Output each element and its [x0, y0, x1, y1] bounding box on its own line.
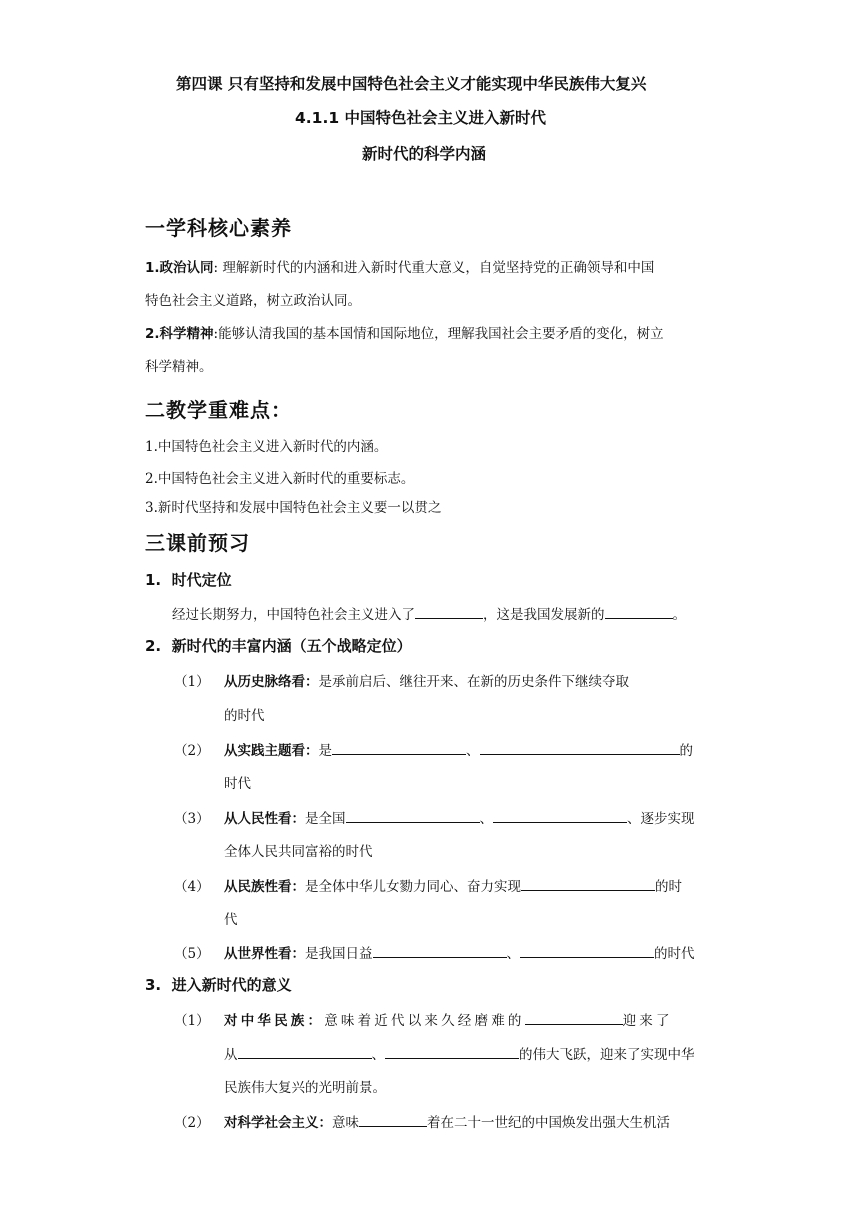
q1-text-a: 经过长期努力，中国特色社会主义进入了: [172, 607, 415, 623]
q2-item-4-label: 从民族性看：: [224, 879, 305, 895]
q2-item-3-line1: [224, 807, 695, 827]
q2-item-2-text-b: 、: [466, 743, 480, 759]
q2-item-5-text-a: 是我国日益: [305, 946, 373, 962]
q2-item-4-number: （4）: [174, 879, 210, 895]
q2-item-2-text-a: 是: [318, 743, 332, 759]
q3-item-1-blank-2[interactable]: [238, 1045, 372, 1059]
section2-heading: 二教学重难点：: [145, 398, 292, 422]
q2-item-3-number: （3）: [174, 811, 210, 827]
literacy-item-1-label: 1.政治认同: [145, 260, 214, 276]
q2-item-3-blank-1[interactable]: [346, 809, 480, 823]
q2-item-3-line2: 全体人民共同富裕的时代: [224, 844, 373, 860]
q1-blank-2[interactable]: [605, 605, 673, 619]
q3-item-1-label: 对中华民族：: [224, 1013, 325, 1029]
q2-item-3-text-a: 是全国: [305, 811, 346, 827]
q2-item-5-blank-2[interactable]: [520, 944, 654, 958]
key-point-3: 3.新时代坚持和发展中国特色社会主义要一以贯之: [145, 500, 442, 516]
literacy-item-1-line1: [145, 256, 654, 276]
q2-item-3-text-b: 、: [479, 811, 493, 827]
section3-heading: 三课前预习: [145, 531, 250, 555]
q3-item-2-text-a: 意味: [332, 1115, 359, 1131]
q2-number: 2.: [145, 637, 162, 655]
q2-item-1-number: （1）: [174, 674, 210, 690]
section1-heading: 一学科核心素养: [145, 216, 292, 240]
q2-item-5-text-c: 的时代: [654, 946, 695, 962]
q2-item-5-blank-1[interactable]: [373, 944, 507, 958]
q2-item-2-line1: [224, 739, 693, 759]
q2-item-4-text-b: 的时: [655, 879, 682, 895]
literacy-item-2-line2: 科学精神。: [145, 359, 213, 375]
q3-item-1-text-a: 意味着近代以来久经磨难的: [324, 1013, 525, 1029]
q3-number: 3.: [145, 976, 162, 994]
q2-item-1-text: 是承前启后、继往开来、在新的历史条件下继续夺取: [318, 674, 629, 690]
q3-item-1-text-d: 、: [371, 1047, 385, 1063]
q3-item-2-blank-1[interactable]: [359, 1113, 427, 1127]
q2-item-1-line1: [224, 670, 629, 690]
q1-fill-line: [172, 603, 686, 623]
q3-item-1-text-c: 从: [224, 1047, 238, 1063]
q2-item-1-line2: 的时代: [224, 708, 265, 724]
q3-item-1-text-b: 迎来了: [622, 1013, 673, 1029]
literacy-item-2-line1: [145, 322, 664, 342]
q3-item-1-text-e: 的伟大飞跃，迎来了实现中华: [519, 1047, 695, 1063]
q3-item-1-line1: [224, 1009, 673, 1029]
q3-heading: [145, 974, 292, 995]
q2-item-4-text-a: 是全体中华儿女勠力同心、奋力实现: [305, 879, 521, 895]
q2-item-4-line2: 代: [224, 912, 238, 928]
q3-item-1-line3: 民族伟大复兴的光明前景。: [224, 1080, 386, 1096]
q3-item-2-label: 对科学社会主义：: [224, 1115, 332, 1131]
q2-item-5-line1: [224, 942, 695, 962]
q1-blank-1[interactable]: [415, 605, 483, 619]
q2-item-2-text-c: 的: [679, 743, 693, 759]
q3-item-2-line1: [224, 1111, 670, 1131]
q2-item-3-blank-2[interactable]: [493, 809, 627, 823]
q3-item-1-line2: [224, 1043, 695, 1063]
q2-item-2-blank-2[interactable]: [480, 741, 680, 755]
q1-title: 时代定位: [171, 571, 232, 589]
q1-text-c: 。: [672, 607, 686, 623]
literacy-item-2-label: 2.科学精神: [145, 326, 214, 342]
q2-item-2-label: 从实践主题看：: [224, 743, 319, 759]
q3-item-1-blank-3[interactable]: [385, 1045, 519, 1059]
q1-heading: [145, 569, 232, 590]
q1-number: 1.: [145, 571, 162, 589]
q1-text-b: ，这是我国发展新的: [483, 607, 605, 623]
lesson-title: 第四课 只有坚持和发展中国特色社会主义才能实现中华民族伟大复兴: [176, 75, 647, 93]
key-point-1: 1.中国特色社会主义进入新时代的内涵。: [145, 439, 388, 455]
section-title: 4.1.1 中国特色社会主义进入新时代: [295, 109, 547, 127]
literacy-item-1-line2: 特色社会主义道路，树立政治认同。: [145, 293, 361, 309]
q2-item-5-text-b: 、: [506, 946, 520, 962]
q2-item-4-blank-1[interactable]: [521, 877, 655, 891]
literacy-item-2-text: :能够认清我国的基本国情和国际地位，理解我国社会主要矛盾的变化，树立: [213, 326, 664, 342]
q3-item-2-text-b: 着在二十一世纪的中国焕发出强大生机活: [427, 1115, 670, 1131]
q2-item-5-label: 从世界性看：: [224, 946, 305, 962]
q2-item-5-number: （5）: [174, 946, 210, 962]
q2-item-4-line1: [224, 875, 682, 895]
q2-item-1-label: 从历史脉络看：: [224, 674, 319, 690]
topic-title: 新时代的科学内涵: [362, 145, 487, 163]
q3-item-2-number: （2）: [174, 1115, 210, 1131]
q3-item-1-number: （1）: [174, 1013, 210, 1029]
q2-item-3-label: 从人民性看：: [224, 811, 305, 827]
q3-title: 进入新时代的意义: [171, 976, 292, 994]
q2-heading: [145, 635, 412, 656]
literacy-item-1-text: : 理解新时代的内涵和进入新时代重大意义，自觉坚持党的正确领导和中国: [213, 260, 655, 276]
q3-item-1-blank-1[interactable]: [525, 1011, 623, 1025]
key-point-2: 2.中国特色社会主义进入新时代的重要标志。: [145, 471, 415, 487]
q2-item-2-blank-1[interactable]: [332, 741, 466, 755]
q2-item-3-text-c: 、逐步实现: [627, 811, 695, 827]
q2-item-2-line2: 时代: [224, 776, 251, 792]
q2-item-2-number: （2）: [174, 743, 210, 759]
q2-title: 新时代的丰富内涵（五个战略定位）: [171, 637, 412, 655]
